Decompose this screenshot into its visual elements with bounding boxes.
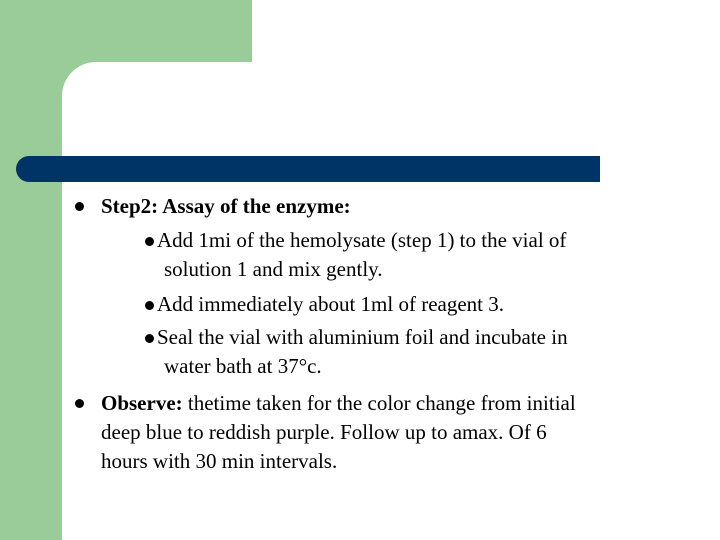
bullet-dot-icon xyxy=(75,202,84,211)
observe-line1: Observe: thetime taken for the color change from initial xyxy=(101,391,576,415)
sub-item-3-line2: water bath at 37°c. xyxy=(164,354,322,378)
bullet-dot-icon xyxy=(75,399,84,408)
step-heading: Step2: Assay of the enzyme: xyxy=(101,194,351,218)
bullet-dot-icon xyxy=(145,301,154,310)
sub-item-1-line2: solution 1 and mix gently. xyxy=(164,257,383,281)
bullet-dot-icon xyxy=(145,237,154,246)
sub-item-1-line1: Add 1mi of the hemolysate (step 1) to the vial of xyxy=(145,228,566,252)
bullet-dot-icon xyxy=(145,334,154,343)
observe-line2: deep blue to reddish purple. Follow up to amax. Of 6 xyxy=(101,420,547,444)
sub-item-2-line1: Add immediately about 1ml of reagent 3. xyxy=(145,292,504,316)
sub-item-3-line1: Seal the vial with aluminium foil and incubate in xyxy=(145,325,568,349)
observe-line3: hours with 30 min intervals. xyxy=(101,449,338,473)
